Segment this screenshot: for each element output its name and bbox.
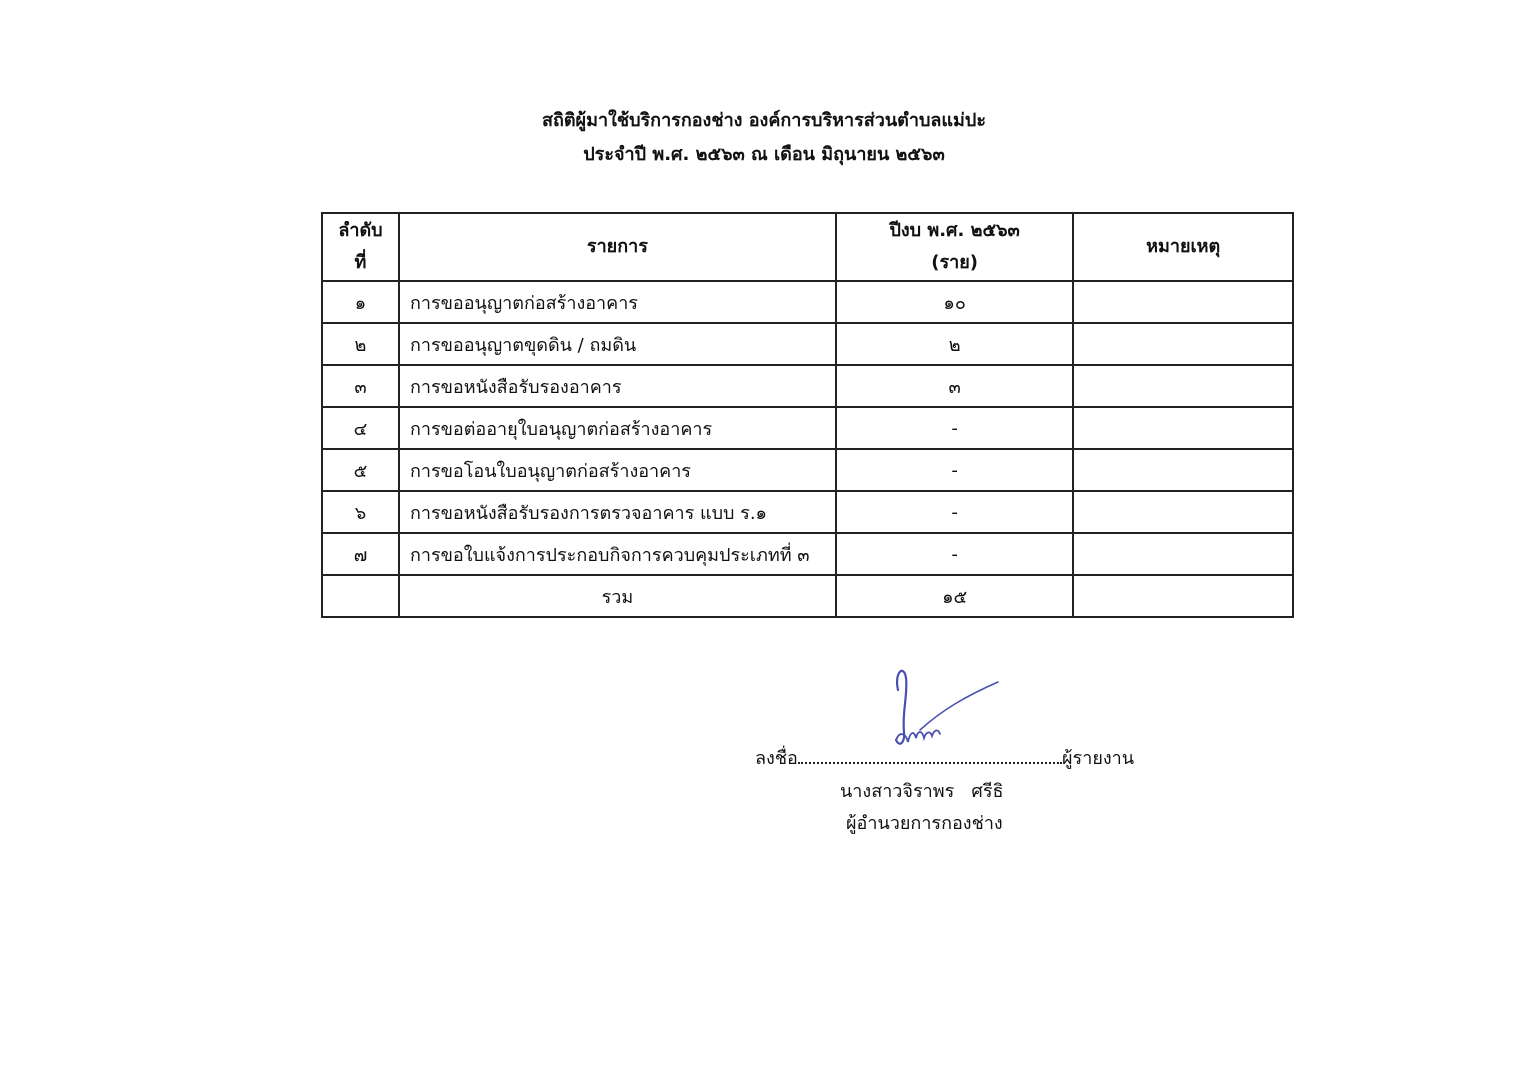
handwritten-signature xyxy=(880,660,1000,755)
signature-suffix: ผู้รายงาน xyxy=(1062,748,1135,769)
row-item: การขอหนังสือรับรองอาคาร xyxy=(399,365,836,407)
row-note xyxy=(1073,449,1293,491)
row-value: - xyxy=(836,407,1073,449)
header-no xyxy=(322,213,399,281)
total-no xyxy=(322,575,399,617)
row-item: การขออนุญาตขุดดิน / ถมดิน xyxy=(399,323,836,365)
signer-name: นางสาวจิราพร ศรีธิ xyxy=(840,781,1004,802)
total-value: ๑๕ xyxy=(836,575,1073,617)
row-item: การขอโอนใบอนุญาตก่อสร้างอาคาร xyxy=(399,449,836,491)
row-note xyxy=(1073,491,1293,533)
signer-position: ผู้อำนวยการกองช่าง xyxy=(846,813,1003,834)
statistics-table xyxy=(321,212,1294,618)
table-row xyxy=(322,533,1293,575)
signature-dotted-line xyxy=(798,762,1062,764)
title-line-2: ประจำปี พ.ศ. ๒๕๖๓ ณ เดือน มิถุนายน ๒๕๖๓ xyxy=(583,144,945,165)
header-value xyxy=(836,213,1073,281)
row-no: ๕ xyxy=(322,449,399,491)
table-header-row xyxy=(322,213,1293,281)
header-value-line1: ปีงบ พ.ศ. ๒๕๖๓ xyxy=(889,220,1020,241)
document-title xyxy=(0,104,1528,172)
row-value: - xyxy=(836,449,1073,491)
signature-block xyxy=(700,650,1260,850)
table-row xyxy=(322,281,1293,323)
row-item: การขอหนังสือรับรองการตรวจอาคาร แบบ ร.๑ xyxy=(399,491,836,533)
table-row xyxy=(322,491,1293,533)
header-note: หมายเหตุ xyxy=(1073,213,1293,281)
row-item: การขอต่ออายุใบอนุญาตก่อสร้างอาคาร xyxy=(399,407,836,449)
header-no-line2: ที่ xyxy=(354,252,367,273)
header-no-line1: ลำดับ xyxy=(338,220,383,241)
title-line-1: สถิติผู้มาใช้บริการกองช่าง องค์การบริหารส่วนตำบลแม่ปะ xyxy=(541,110,986,131)
row-no: ๑ xyxy=(322,281,399,323)
row-value: - xyxy=(836,533,1073,575)
row-note xyxy=(1073,365,1293,407)
row-item: การขออนุญาตก่อสร้างอาคาร xyxy=(399,281,836,323)
row-note xyxy=(1073,533,1293,575)
table-row xyxy=(322,449,1293,491)
header-item: รายการ xyxy=(399,213,836,281)
table-row xyxy=(322,407,1293,449)
header-value-line2: (ราย) xyxy=(931,252,979,273)
total-note xyxy=(1073,575,1293,617)
total-row xyxy=(322,575,1293,617)
row-no: ๖ xyxy=(322,491,399,533)
total-label: รวม xyxy=(399,575,836,617)
row-value: - xyxy=(836,491,1073,533)
row-value: ๑๐ xyxy=(836,281,1073,323)
row-no: ๒ xyxy=(322,323,399,365)
table-row xyxy=(322,323,1293,365)
row-note xyxy=(1073,281,1293,323)
row-item: การขอใบแจ้งการประกอบกิจการควบคุมประเภทที่ ๓ xyxy=(399,533,836,575)
signature-prefix: ลงชื่อ xyxy=(755,748,798,769)
row-no: ๗ xyxy=(322,533,399,575)
table-row xyxy=(322,365,1293,407)
row-no: ๓ xyxy=(322,365,399,407)
row-note xyxy=(1073,407,1293,449)
row-value: ๒ xyxy=(836,323,1073,365)
row-value: ๓ xyxy=(836,365,1073,407)
row-no: ๔ xyxy=(322,407,399,449)
row-note xyxy=(1073,323,1293,365)
